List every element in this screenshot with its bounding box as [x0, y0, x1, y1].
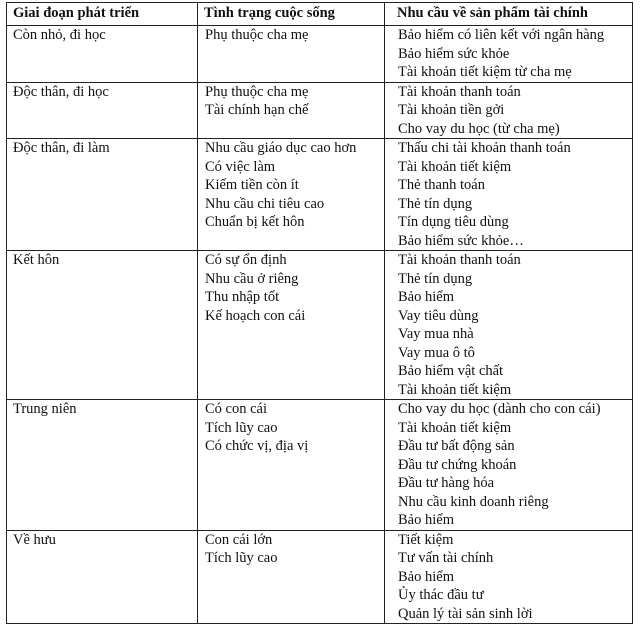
financial-need-item: Đầu tư chứng khoán [398, 456, 517, 473]
financial-need-item: Bảo hiểm [398, 568, 454, 585]
financial-need-item: Bảo hiểm có liên kết với ngân hàng [398, 27, 605, 43]
life-situation-item: Nhu cầu giáo dục cao hơn [205, 140, 357, 156]
table-row [7, 400, 633, 531]
financial-need-item: Tài khoản tiết kiệm [398, 381, 512, 398]
financial-need-item: Bảo hiểm sức khỏe… [398, 232, 524, 249]
financial-need-item: Tài khoản tiết kiệm [398, 419, 512, 436]
financial-need-item: Quản lý tài sản sinh lời [398, 605, 533, 622]
life-situation-item: Có sự ổn định [205, 252, 287, 268]
life-situation-item: Nhu cầu chi tiêu cao [205, 195, 325, 212]
financial-need-item: Tư vấn tài chính [398, 550, 494, 566]
header-financial-needs: Nhu cầu về sản phẩm tài chính [385, 3, 633, 26]
table-header [7, 3, 633, 26]
life-situation-cell [198, 530, 385, 624]
life-situation-item: Nhu cầu ở riêng [205, 270, 299, 287]
financial-need-item: Thẻ thanh toán [398, 177, 485, 193]
stage-cell [7, 82, 198, 139]
financial-needs-cell [385, 400, 633, 531]
financial-need-item: Thấu chi tài khoản thanh toán [398, 140, 571, 156]
life-situation-item: Có con cái [205, 401, 268, 417]
financial-need-item: Tài khoản tiền gởi [398, 102, 505, 118]
life-situation-item: Phụ thuộc cha mẹ [205, 83, 309, 100]
stage-cell [7, 139, 198, 251]
life-situation-item: Tài chính hạn chế [205, 102, 309, 118]
financial-needs-cell [385, 26, 633, 83]
life-situation-item: Tích lũy cao [205, 550, 278, 566]
financial-need-item: Vay mua nhà [398, 326, 474, 342]
financial-need-item: Tài khoản thanh toán [398, 252, 521, 268]
table-body [7, 26, 633, 624]
financial-need-item: Thẻ tín dụng [398, 270, 473, 287]
life-situation-item: Có chức vị, địa vị [205, 438, 309, 454]
life-situation-cell [198, 82, 385, 139]
financial-need-item: Cho vay du học (dành cho con cái) [398, 401, 601, 417]
header-row [7, 3, 633, 26]
financial-needs-cell [385, 82, 633, 139]
financial-need-item: Ủy thác đầu tư [398, 587, 484, 603]
financial-need-item: Tiết kiệm [398, 531, 454, 548]
table-row [7, 530, 633, 624]
financial-need-item: Tài khoản thanh toán [398, 83, 521, 100]
header-life-situation: Tình trạng cuộc sống [198, 3, 385, 26]
stage-cell [7, 400, 198, 531]
stage-cell [7, 251, 198, 400]
life-situation-cell [198, 26, 385, 83]
financial-need-item: Nhu cầu kinh doanh riêng [398, 493, 549, 510]
life-situation-item: Phụ thuộc cha mẹ [205, 27, 309, 43]
financial-need-item: Bảo hiểm vật chất [398, 363, 504, 379]
financial-need-item: Tài khoản tiết kiệm từ cha mẹ [398, 64, 572, 80]
header-stage: Giai đoạn phát triển [7, 3, 198, 26]
life-situation-cell [198, 139, 385, 251]
financial-needs-table [6, 2, 633, 624]
financial-need-item: Thẻ tín dụng [398, 195, 473, 212]
financial-need-item: Tài khoản tiết kiệm [398, 158, 512, 175]
life-situation-item: Con cái lớn [205, 531, 273, 548]
table-row [7, 82, 633, 139]
life-situation-item: Tích lũy cao [205, 419, 278, 436]
stage-cell [7, 530, 198, 624]
financial-need-item: Đầu tư hàng hóa [398, 475, 495, 491]
stage-label: Còn nhỏ, đi học [13, 27, 106, 43]
life-situation-item: Kế hoạch con cái [205, 307, 306, 324]
financial-need-item: Bảo hiểm [398, 512, 454, 528]
stage-label: Kết hôn [13, 252, 60, 268]
stage-label: Độc thân, đi học [13, 83, 109, 100]
financial-need-item: Bảo hiểm [398, 289, 454, 305]
financial-need-item: Tín dụng tiêu dùng [398, 214, 509, 230]
financial-need-item: Vay mua ô tô [398, 344, 475, 361]
stage-label: Trung niên [13, 401, 77, 417]
life-situation-item: Thu nhập tốt [205, 289, 280, 305]
financial-need-item: Bảo hiểm sức khỏe [398, 45, 510, 62]
financial-need-item: Đầu tư bất động sản [398, 438, 515, 454]
financial-needs-cell [385, 251, 633, 400]
life-situation-item: Có việc làm [205, 158, 276, 175]
stage-cell [7, 26, 198, 83]
financial-need-item: Cho vay du học (từ cha mẹ) [398, 120, 560, 137]
stage-label: Độc thân, đi làm [13, 140, 110, 156]
stage-label: Về hưu [13, 531, 56, 548]
table-row [7, 139, 633, 251]
financial-need-item: Vay tiêu dùng [398, 307, 479, 324]
life-situation-cell [198, 400, 385, 531]
financial-needs-cell [385, 139, 633, 251]
table-row [7, 251, 633, 400]
life-situation-cell [198, 251, 385, 400]
financial-needs-cell [385, 530, 633, 624]
life-situation-item: Chuẩn bị kết hôn [205, 214, 305, 230]
life-situation-item: Kiếm tiền còn ít [205, 177, 299, 193]
table-row [7, 26, 633, 83]
